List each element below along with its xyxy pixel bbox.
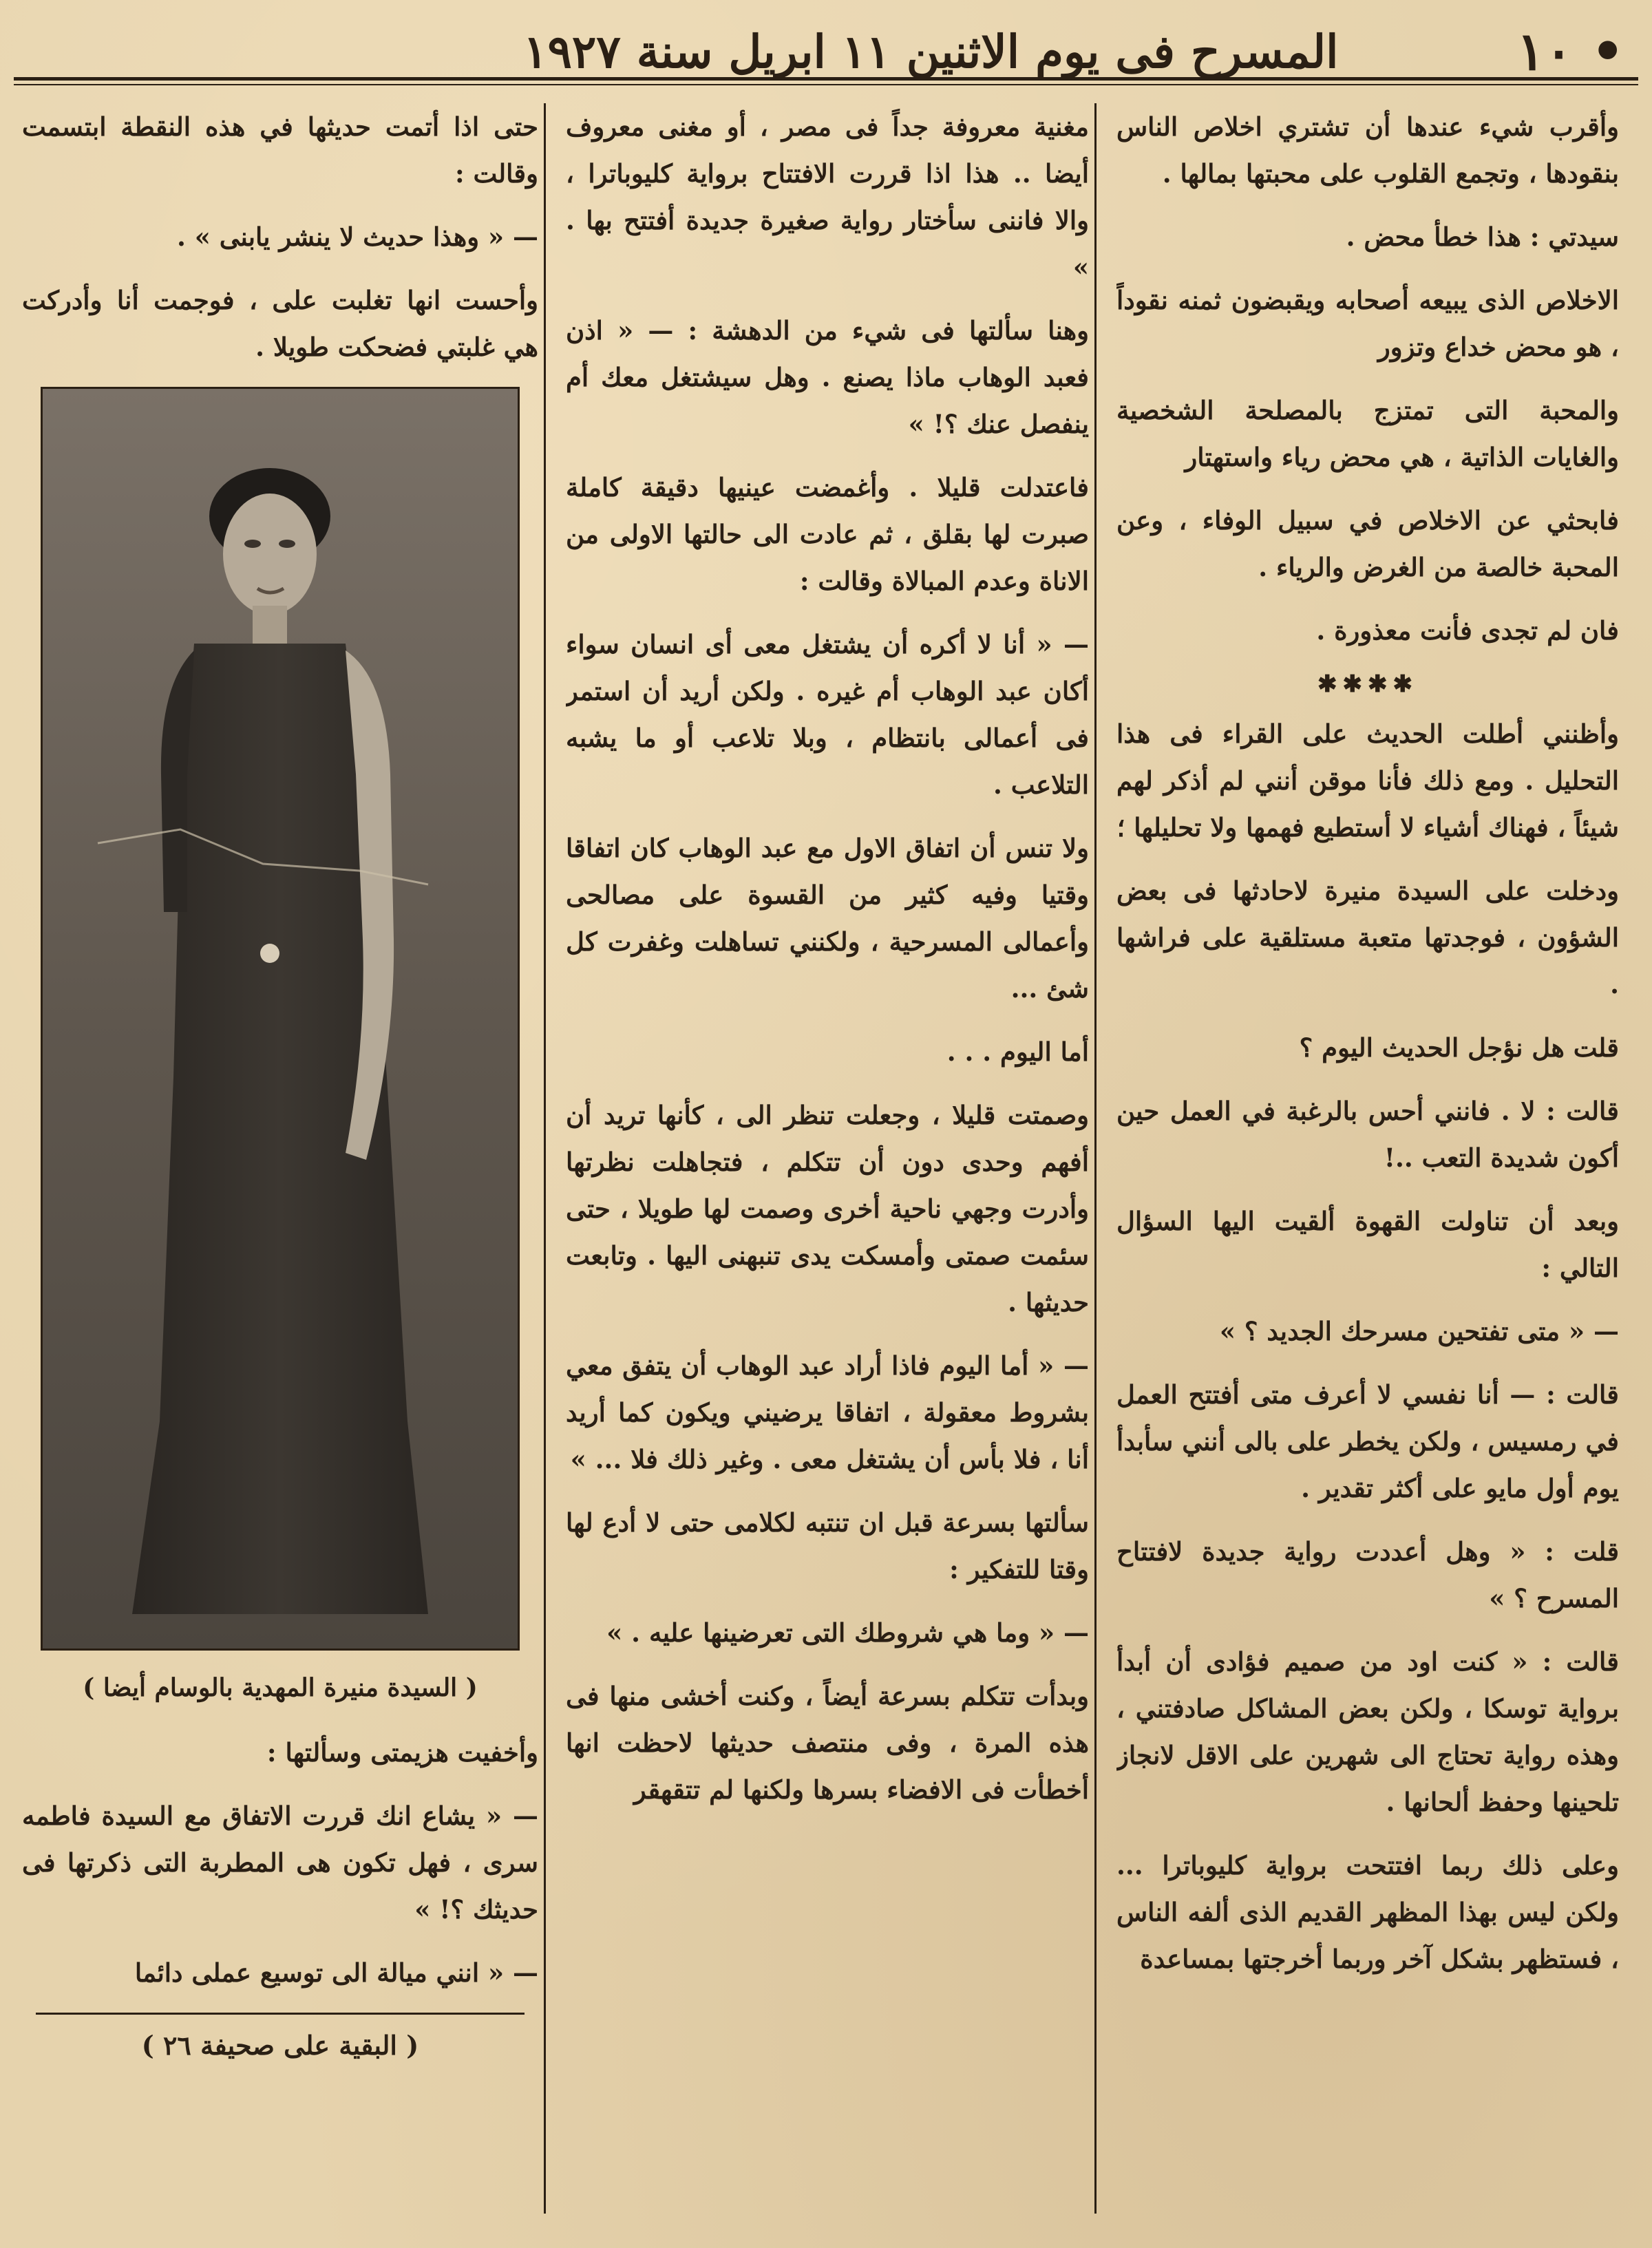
page-number: • ١٠ bbox=[1516, 21, 1624, 82]
header-rule-thin bbox=[14, 84, 1638, 85]
paragraph: — « متى تفتحين مسرحك الجديد ؟ » bbox=[1219, 1316, 1619, 1346]
paragraph: — « أما اليوم فاذا أراد عبد الوهاب أن يتفق معي بشروط معقولة ، اتفاقا يرضيني ويكون كما أريد أنا ، فلا بأس أن يشتغل معى . وغير ذلك فلا ... » bbox=[566, 1350, 1089, 1474]
paragraph: فاعتدلت قليلا . وأغمضت عينيها دقيقة كاملة صبرت لها بقلق ، ثم عادت الى حالتها الاولى من الاناة وعدم المبالاة وقالت : bbox=[566, 472, 1089, 596]
column-left bbox=[22, 103, 538, 2220]
paragraph: وأخفيت هزيمتى وسألتها : bbox=[266, 1737, 538, 1768]
paragraph: حتى اذا أتمت حديثها في هذه النقطة ابتسمت وقالت : bbox=[22, 112, 538, 189]
paragraph: — « وما هي شروطك التى تعرضينها عليه . » bbox=[606, 1618, 1089, 1648]
paragraph: سألتها بسرعة قبل ان تنتبه لكلامى حتى لا أدع لها وقتا للتفكير : bbox=[566, 1507, 1089, 1584]
page-header bbox=[28, 21, 1624, 83]
column-divider-left bbox=[544, 103, 546, 2214]
paragraph: قالت : لا . فانني أحس بالرغبة في العمل حين أكون شديدة التعب ..! bbox=[1116, 1096, 1619, 1173]
paragraph: وأحست انها تغلبت على ، فوجمت أنا وأدركت هي غلبتي فضحكت طويلا . bbox=[22, 285, 538, 362]
paragraph: سيدتي : هذا خطأ محض . bbox=[1346, 222, 1619, 252]
paragraph: قالت : « كنت اود من صميم فؤادى أن أبدأ برواية توسكا ، ولكن بعض المشاكل صادفتني ، وهذه رواية تحتاج الى شهرين على الاقل لانجاز تلحينها وحفظ ألحانها . bbox=[1116, 1646, 1619, 1817]
paragraph: وصمتت قليلا ، وجعلت تنظر الى ، كأنها تريد أن أفهم وحدى دون أن تتكلم ، فتجاهلت نظرتها وأدرت وجهي ناحية أخرى وصمت لها طويلا ، حتى سئمت صمتى وأمسكت يدى تنبهنى اليها . وتابعت حديثها . bbox=[566, 1100, 1089, 1317]
paragraph: وأقرب شيء عندها أن تشتري اخلاص الناس بنقودها ، وتجمع القلوب على محبتها بمالها . bbox=[1116, 112, 1619, 189]
column-right bbox=[1116, 103, 1619, 2220]
paragraph: قلت هل نؤجل الحديث اليوم ؟ bbox=[1299, 1032, 1619, 1063]
section-divider bbox=[36, 2013, 525, 2015]
paragraph: — « أنا لا أكره أن يشتغل معى أى انسان سواء أكان عبد الوهاب أم غيره . ولكن أريد أن استمر فى أعمالى بانتظام ، وبلا تلاعب أو ما يشبه التلاعب . bbox=[566, 629, 1089, 800]
paragraph: مغنية معروفة جداً فى مصر ، أو مغنى معروف أيضا .. هذا اذا قررت الافتتاح برواية كليوباترا ، والا فاننى سأختار رواية صغيرة جديدة أفتتح بها . » bbox=[566, 112, 1089, 282]
paragraph: وبدأت تتكلم بسرعة أيضاً ، وكنت أخشى منها فى هذه المرة ، وفى منتصف حديثها لاحظت انها أخطأت فى الافضاء بسرها ولكنها لم تتقهقر bbox=[566, 1681, 1089, 1805]
paragraph: — « وهذا حديث لا ينشر يابنى » . bbox=[176, 222, 538, 252]
paragraph: ولا تنس أن اتفاق الاول مع عبد الوهاب كان اتفاقا وقتيا وفيه كثير من القسوة على مصالحى وأعمالى المسرحية ، ولكنني تساهلت وغفرت كل شئ ... bbox=[566, 833, 1089, 1004]
paragraph: — « يشاع انك قررت الاتفاق مع السيدة فاطمه سرى ، فهل تكون هى المطربة التى ذكرتها فى حديثك ؟! » bbox=[22, 1801, 538, 1924]
paragraph: والمحبة التى تمتزج بالمصلحة الشخصية والغايات الذاتية ، هي محض رياء واستهتار bbox=[1116, 395, 1619, 472]
header-rule bbox=[14, 77, 1638, 81]
header-title: المسرح فى يوم الاثنين ١١ ابريل سنة ١٩٢٧ bbox=[523, 25, 1339, 78]
column-middle bbox=[566, 103, 1089, 2220]
continued-note: ( البقية على صحيفة ٢٦ ) bbox=[141, 2030, 419, 2061]
paragraph: وأظنني أطلت الحديث على القراء فى هذا التحليل . ومع ذلك فأنا موقن أنني لم أذكر لهم شيئاً ، فهناك أشياء لا أستطيع فهمها ولا تحليلها ؛ bbox=[1116, 719, 1619, 842]
paragraph: قالت : — أنا نفسي لا أعرف متى أفتتح العمل في رمسيس ، ولكن يخطر على بالى أنني سأبدأ يوم أول مايو على أكثر تقدير . bbox=[1116, 1379, 1619, 1503]
paragraph: فابحثي عن الاخلاص في سبيل الوفاء ، وعن المحبة خالصة من الغرض والرياء . bbox=[1116, 505, 1619, 582]
paragraph: وعلى ذلك ربما افتتحت برواية كليوباترا ... ولكن ليس بهذا المظهر القديم الذى ألفه الناس ، فستظهر بشكل آخر وربما أخرجتها بمساعدة bbox=[1116, 1850, 1619, 1974]
section-ornament: ✱✱✱✱ bbox=[1317, 670, 1418, 698]
paragraph: فان لم تجدى فأنت معذورة . bbox=[1316, 615, 1619, 646]
paragraph: — « انني ميالة الى توسيع عملى دائما bbox=[134, 1958, 538, 1988]
paragraph: وبعد أن تناولت القهوة ألقيت اليها السؤال التالي : bbox=[1116, 1206, 1619, 1283]
paragraph: ودخلت على السيدة منيرة لاحادثها فى بعض الشؤون ، فوجدتها متعبة مستلقية على فراشها . bbox=[1116, 876, 1619, 999]
paragraph: قلت : « وهل أعددت رواية جديدة لافتتاح المسرح ؟ » bbox=[1116, 1536, 1619, 1613]
paragraph: وهنا سألتها فى شيء من الدهشة : — « اذن فعبد الوهاب ماذا يصنع . وهل سيشتغل معك أم ينفصل عنك ؟! » bbox=[566, 315, 1089, 439]
paragraph: أما اليوم . . . bbox=[946, 1037, 1089, 1067]
paragraph: الاخلاص الذى يبيعه أصحابه ويقبضون ثمنه نقوداً ، هو محض خداع وتزور bbox=[1116, 285, 1619, 362]
photo-caption: ( السيدة منيرة المهدية بالوسام أيضا ) bbox=[83, 1673, 478, 1702]
portrait-photo bbox=[41, 387, 520, 1651]
column-divider-right bbox=[1094, 103, 1097, 2214]
